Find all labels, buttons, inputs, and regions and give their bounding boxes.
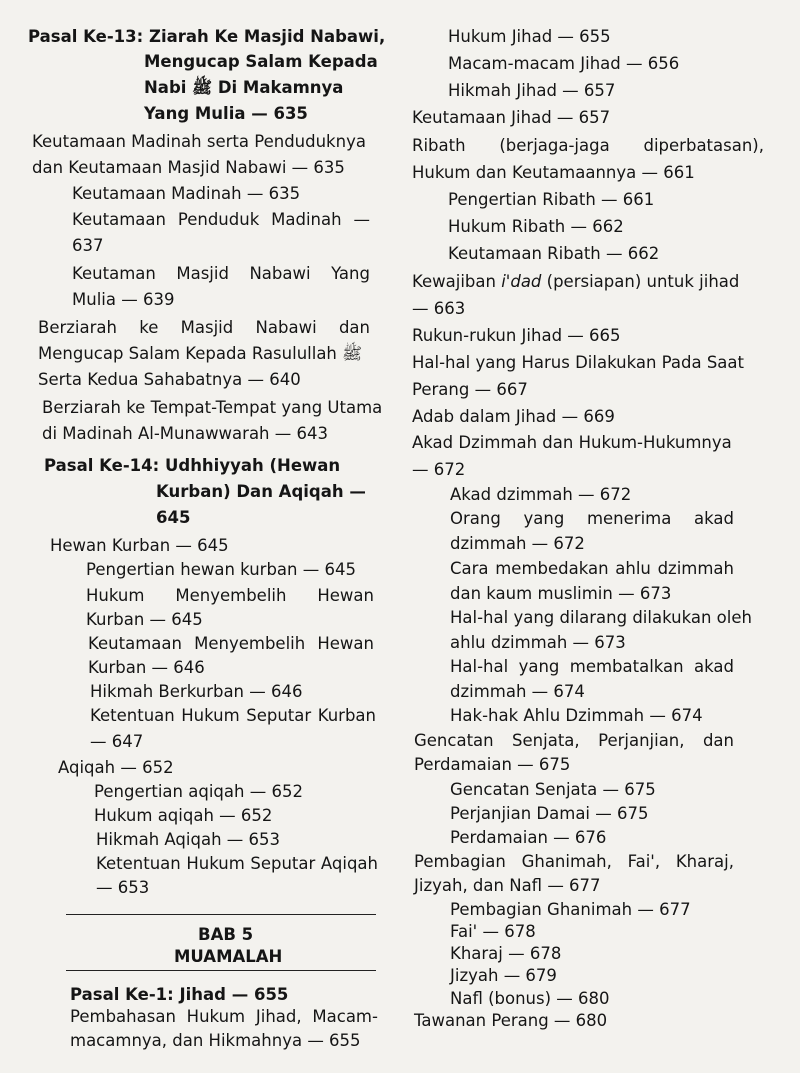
toc-word: diperbatasan), (643, 136, 764, 155)
toc-word: Cara (450, 559, 489, 578)
toc-word: Jihad, (255, 1007, 302, 1026)
toc-line: Kurban — 645 (86, 610, 203, 629)
toc-line: Hukum Jihad — 655 (448, 27, 611, 46)
toc-line-italic: i'dad (501, 272, 542, 291)
toc-line: Keutamaan Madinah serta Penduduknya (32, 132, 366, 151)
toc-line: MUAMALAH (174, 947, 283, 966)
toc-line: Hewan Kurban — 645 (50, 536, 229, 555)
chapter-rule-bottom (66, 970, 376, 971)
toc-line: Jizyah, dan Nafl — 677 (414, 876, 601, 895)
toc-word: Orang (450, 509, 501, 528)
toc-word: Pembagian (414, 852, 506, 871)
toc-word: Seputar (250, 854, 316, 873)
toc-word: Hukum (186, 854, 245, 873)
toc-word: Penduduk (177, 210, 260, 229)
toc-line: Serta Kedua Sahabatnya — 640 (38, 370, 301, 389)
toc-line: Adab dalam Jihad — 669 (412, 407, 615, 426)
toc-word: akad (694, 657, 734, 676)
toc-word: ahlu (615, 559, 651, 578)
toc-line: Pembagian Ghanimah — 677 (450, 900, 691, 919)
toc-word: membatalkan (569, 657, 684, 676)
toc-line (450, 656, 734, 678)
toc-line: Nabi ﷺ Di Makamnya (144, 78, 344, 97)
toc-word: dan (338, 318, 370, 337)
toc-line: — 647 (90, 732, 144, 751)
toc-word: Hal-hal (450, 657, 509, 676)
toc-line: Perang — 667 (412, 380, 528, 399)
toc-word: yang (518, 657, 560, 676)
toc-word: Masjid (176, 264, 229, 283)
toc-line: — 653 (96, 878, 150, 897)
toc-word: Nabawi (249, 264, 311, 283)
toc-word: Keutamaan (88, 634, 182, 653)
toc-line: Fai' — 678 (450, 922, 536, 941)
toc-line: dzimmah — 674 (450, 682, 585, 701)
toc-line: Hal-hal yang Harus Dilakukan Pada Saat (412, 353, 744, 372)
toc-line-text: (persiapan) untuk jihad (541, 272, 740, 291)
toc-line: Keutamaan Ribath — 662 (448, 244, 660, 263)
toc-word: Hukum (181, 706, 240, 725)
toc-word: Perjanjian, (598, 731, 685, 750)
toc-line: Aqiqah — 652 (58, 758, 174, 777)
toc-line (412, 271, 739, 293)
toc-word: dan (702, 731, 734, 750)
toc-line: Hukum dan Keutamaannya — 661 (412, 163, 695, 182)
toc-line (414, 851, 734, 873)
toc-line: Pengertian Ribath — 661 (448, 190, 655, 209)
toc-word: Senjata, (512, 731, 580, 750)
toc-word: Hukum (86, 586, 145, 605)
toc-word: Hewan (317, 634, 374, 653)
toc-line-text: Kewajiban (412, 272, 502, 291)
toc-word: Menyembelih (194, 634, 306, 653)
toc-word: Gencatan (414, 731, 494, 750)
toc-line: Perdamaian — 676 (450, 828, 607, 847)
toc-line (450, 558, 734, 580)
toc-line: Kurban — 646 (88, 658, 205, 677)
toc-line: dan Keutamaan Masjid Nabawi — 635 (32, 158, 345, 177)
toc-line: ahlu dzimmah — 673 (450, 633, 626, 652)
toc-line: di Madinah Al-Munawwarah — 643 (42, 424, 329, 443)
toc-word: Masjid (180, 318, 234, 337)
toc-word: menerima (586, 509, 672, 528)
toc-word: Aqiqah (320, 854, 378, 873)
toc-line: Yang Mulia — 635 (144, 104, 308, 123)
toc-line: 645 (156, 508, 191, 527)
toc-line: Mengucap Salam Kepada Rasulullah ﷺ (38, 344, 363, 363)
toc-word: Ketentuan (90, 706, 175, 725)
toc-line: Mengucap Salam Kepada (144, 52, 378, 71)
toc-word: (berjaga-jaga (499, 136, 610, 155)
toc-line: dzimmah — 672 (450, 534, 585, 553)
toc-word: Fai', (627, 852, 661, 871)
toc-line: Rukun-rukun Jihad — 665 (412, 326, 621, 345)
toc-word: dzimmah (657, 559, 734, 578)
toc-word: Hewan (317, 586, 374, 605)
toc-line: BAB 5 (198, 925, 254, 944)
toc-word: Ghanimah, (521, 852, 612, 871)
toc-line: Mulia — 639 (72, 290, 175, 309)
toc-word: Berziarah (38, 318, 117, 337)
toc-line: Hikmah Jihad — 657 (448, 81, 616, 100)
toc-word: Menyembelih (175, 586, 287, 605)
toc-word: Keutamaan (72, 210, 166, 229)
toc-word: Pembahasan (70, 1007, 176, 1026)
toc-word: Keutaman (72, 264, 156, 283)
toc-word: Macam- (312, 1007, 378, 1026)
toc-line: Hikmah Aqiqah — 653 (96, 830, 281, 849)
toc-line: Akad Dzimmah dan Hukum-Hukumnya (412, 433, 732, 452)
toc-line: Pengertian hewan kurban — 645 (86, 560, 356, 579)
toc-line: dan kaum muslimin — 673 (450, 584, 672, 603)
toc-line: Tawanan Perang — 680 (414, 1011, 608, 1030)
toc-line: Perjanjian Damai — 675 (450, 804, 649, 823)
toc-word: Seputar (246, 706, 312, 725)
toc-line (88, 633, 374, 655)
toc-line: Perdamaian — 675 (414, 755, 571, 774)
toc-line: Pasal Ke-14: Udhhiyyah (Hewan (44, 456, 341, 475)
toc-word: Madinah (271, 210, 342, 229)
toc-line: — 672 (412, 460, 466, 479)
chapter-rule-top (66, 914, 376, 915)
toc-word: Kharaj, (675, 852, 734, 871)
toc-line (38, 317, 370, 339)
toc-word: Kurban (317, 706, 376, 725)
toc-line: Kharaj — 678 (450, 944, 562, 963)
toc-line: Hikmah Berkurban — 646 (90, 682, 303, 701)
toc-line: — 663 (412, 299, 466, 318)
toc-line (70, 1006, 378, 1028)
toc-line (86, 585, 374, 607)
toc-line: Keutamaan Madinah — 635 (72, 184, 301, 203)
toc-line: Berziarah ke Tempat-Tempat yang Utama (42, 398, 383, 417)
toc-line (96, 853, 378, 875)
toc-line (90, 705, 376, 727)
toc-line: Hal-hal yang dilarang dilakukan oleh (450, 608, 752, 627)
toc-line (412, 135, 764, 157)
toc-line: Macam-macam Jihad — 656 (448, 54, 680, 73)
toc-line (72, 209, 370, 231)
toc-line: Hukum aqiqah — 652 (94, 806, 273, 825)
toc-line (414, 730, 734, 752)
toc-line: Akad dzimmah — 672 (450, 485, 632, 504)
toc-line: macamnya, dan Hikmahnya — 655 (70, 1031, 361, 1050)
toc-line: Jizyah — 679 (450, 966, 557, 985)
toc-word: Ribath (412, 136, 466, 155)
toc-word: Yang (331, 264, 370, 283)
toc-word: membedakan (495, 559, 609, 578)
toc-line: Pasal Ke-1: Jihad — 655 (70, 985, 289, 1004)
toc-word: Ketentuan (96, 854, 181, 873)
toc-line: Pasal Ke-13: Ziarah Ke Masjid Nabawi, (28, 27, 386, 46)
toc-word: ke (139, 318, 159, 337)
toc-line (72, 263, 370, 285)
toc-line: Pengertian aqiqah — 652 (94, 782, 303, 801)
toc-line: Hukum Ribath — 662 (448, 217, 624, 236)
toc-line: Hak-hak Ahlu Dzimmah — 674 (450, 706, 703, 725)
toc-word: — (353, 210, 370, 229)
toc-line: 637 (72, 236, 104, 255)
toc-line (450, 508, 734, 530)
toc-word: yang (523, 509, 565, 528)
toc-word: Nabawi (255, 318, 317, 337)
toc-line: Keutamaan Jihad — 657 (412, 108, 611, 127)
toc-line: Kurban) Dan Aqiqah — (156, 482, 366, 501)
toc-word: Hukum (186, 1007, 246, 1026)
toc-line: Nafl (bonus) — 680 (450, 989, 610, 1008)
toc-word: akad (694, 509, 734, 528)
toc-line: Gencatan Senjata — 675 (450, 780, 656, 799)
